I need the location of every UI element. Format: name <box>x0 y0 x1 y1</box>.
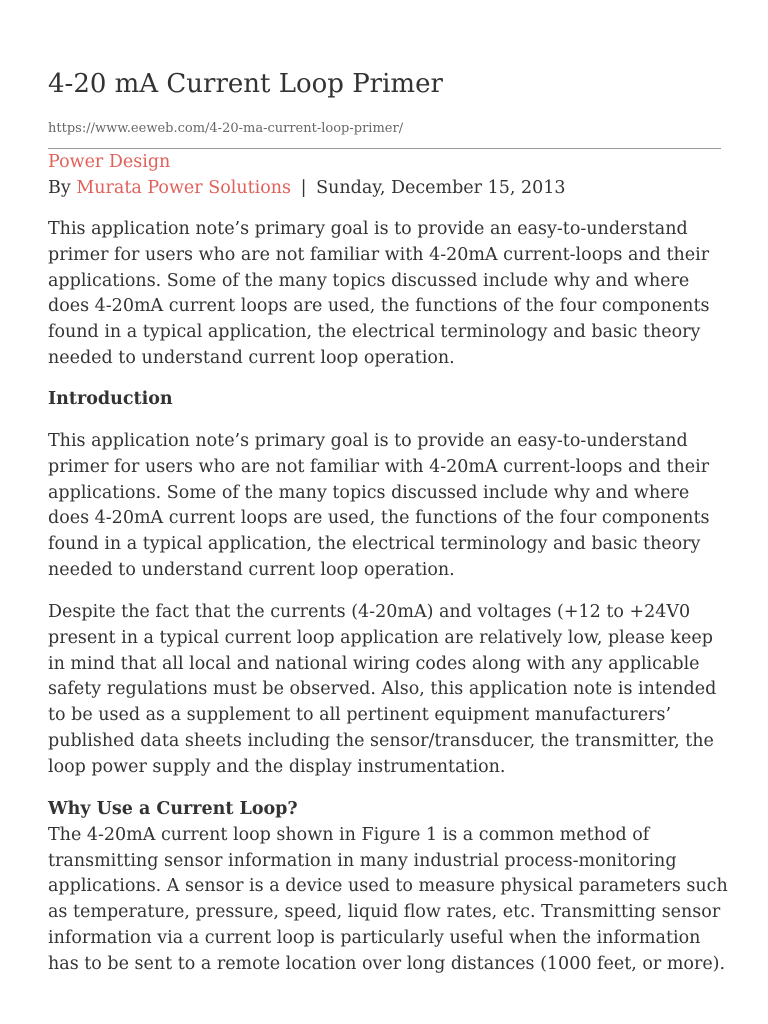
paragraph-line: This application note’s primary goal is to provide an easy-to-understand <box>48 431 688 451</box>
safety-paragraph <box>48 600 728 781</box>
introduction-heading: Introduction <box>48 389 173 409</box>
author-link[interactable]: Murata Power Solutions <box>76 178 292 198</box>
paragraph-line: to be used as a supplement to all pertinent equipment manufacturers’ <box>48 705 672 726</box>
summary-paragraph <box>48 217 728 372</box>
introduction-paragraph <box>48 429 728 584</box>
paragraph-line: found in a typical application, the electrical terminology and basic theory <box>48 322 701 343</box>
paragraph-line: primer for users who are not familiar with 4-20mA current-loops and their <box>48 244 710 265</box>
paragraph-line: as temperature, pressure, speed, liquid flow rates, etc. Transmitting sensor <box>48 902 721 923</box>
paragraph-line: This application note’s primary goal is to provide an easy-to-understand <box>48 219 688 239</box>
article-title: 4-20 mA Current Loop Primer <box>48 69 443 99</box>
paragraph-line: safety regulations must be observed. Also, this application note is intended <box>48 679 717 700</box>
paragraph-line: primer for users who are not familiar with 4-20mA current-loops and their <box>48 456 710 477</box>
article-url: https://www.eeweb.com/4-20-ma-current-loop-primer/ <box>48 121 404 136</box>
category-link[interactable]: Power Design <box>48 152 171 172</box>
paragraph-line: transmitting sensor information in many industrial process-monitoring <box>48 850 677 871</box>
paragraph-line: published data sheets including the sensor/transducer, the transmitter, the <box>48 730 714 751</box>
paragraph-line: needed to understand current loop operation. <box>48 559 455 580</box>
paragraph-line: applications. A sensor is a device used to measure physical parameters such <box>48 876 728 897</box>
paragraph-line: applications. Some of the many topics discussed include why and where <box>48 270 690 291</box>
paragraph-line: information via a current loop is particularly useful when the information <box>48 927 701 948</box>
paragraph-line: needed to understand current loop operation. <box>48 347 455 368</box>
paragraph-line: The 4-20mA current loop shown in Figure 1 is a common method of <box>48 824 650 845</box>
paragraph-line: does 4-20mA current loops are used, the functions of the four components <box>48 508 710 529</box>
paragraph-line: does 4-20mA current loops are used, the functions of the four components <box>48 296 710 317</box>
byline-prefix: By <box>48 178 71 198</box>
paragraph-line: loop power supply and the display instrumentation. <box>48 756 506 777</box>
byline <box>48 175 566 201</box>
why-section <box>48 797 728 978</box>
paragraph-line: in mind that all local and national wiring codes along with any applicable <box>48 653 700 674</box>
paragraph-line: Despite the fact that the currents (4-20mA) and voltages (+12 to +24V0 <box>48 602 691 622</box>
why-heading: Why Use a Current Loop? <box>48 799 298 819</box>
paragraph-line: found in a typical application, the electrical terminology and basic theory <box>48 534 701 555</box>
publish-date: Sunday, December 15, 2013 <box>316 178 566 198</box>
paragraph-line: has to be sent to a remote location over long distances (1000 feet, or more). <box>48 953 726 974</box>
paragraph-line: applications. Some of the many topics discussed include why and where <box>48 482 690 503</box>
paragraph-line: present in a typical current loop application are relatively low, please keep <box>48 627 713 648</box>
byline-separator: | <box>300 178 307 198</box>
